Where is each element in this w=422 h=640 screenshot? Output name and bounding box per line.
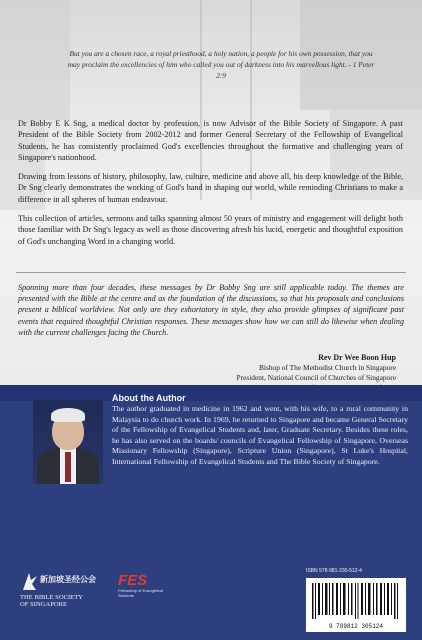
barcode-icon	[312, 583, 400, 619]
about-author-text: The author graduated in medicine in 1962 and went, with his wife, to a rural community in Malaysia to do church work. In 1969, he returned to Singapore and became General Secretary of the Fellowship of Evangelical Students and, later, Graduate Secretary. Besides these roles, he has also served on the boards/ councils of Evangelical Fellowship of Singapore, Overseas Missionary Fellowship (Singapore), Scripture Union (Singapore), St Luke's Hospital, International Fellowship of Evangelical Students and The Bible Society of Singapore.	[112, 404, 408, 466]
bible-society-chinese-name: 新加坡圣经公会	[40, 575, 96, 584]
dove-icon	[20, 570, 40, 594]
divider	[16, 272, 406, 273]
bible-society-name	[20, 594, 83, 609]
endorser-role: President, National Council of Churches of Singapore	[236, 373, 396, 382]
isbn-label: ISBN 978-981-230-512-4	[306, 568, 362, 574]
fes-logo	[118, 572, 178, 598]
description-paragraph: This collection of articles, sermons and talks spanning almost 50 years of ministry and engagement will delight both those familiar with Dr Sng's legacy as well as those discovering afresh his lucid, energetic and thoughtful exposition of God's unchanging Word in a changing world.	[18, 214, 403, 246]
fes-wordmark: FES	[118, 572, 148, 589]
endorsement-quote: Spanning more than four decades, these messages by Dr Bobby Sng are still applicable today. The themes are presented with the Bible at the centre and as the foundation of the discussions, so that his proposals and conclusions present a biblical worldview. Not only are they exhortatory in style, they also provide glimpses of significant past events that required thoughtful Christian responses. These messages show how we can still do likewise when dealing with the current challenges facing the Church.	[18, 283, 404, 337]
endorser-name: Rev Dr Wee Boon Hup	[318, 353, 396, 362]
description-paragraph: Drawing from lessons of history, philosophy, law, culture, medicine and above all, his deep knowledge of the Bible, Dr Sng clearly demonstrates the working of God's hand in shaping our world, while reminding Christians to make a difference in all spheres of human endeavour.	[18, 172, 403, 204]
endorser-role: Bishop of The Methodist Church in Singapore	[259, 363, 396, 372]
description-paragraph: Dr Bobby E K Sng, a medical doctor by profession, is now Advisor of the Bible Society of Singapore. A past President of the Bible Society from 2002-2012 and former General Secretary of the Fellowship of Evangelical Students, he has consistently proclaimed God's excellencies throughout the formative and challenging years of Singapore's nationhood.	[18, 119, 403, 162]
book-description	[18, 118, 403, 255]
bible-society-name-line: OF SINGAPORE	[20, 601, 68, 609]
isbn-barcode	[306, 578, 406, 632]
about-author-heading: About the Author	[112, 393, 186, 403]
bible-society-name-line: THE BIBLE SOCIETY	[20, 594, 84, 601]
barcode-digits: 9 789812 305124	[328, 623, 383, 630]
epigraph: But you are a chosen race, a royal priesthood, a holy nation, a people for his own possession, that you may proclaim the excellencies of him who called you out of darkness into his marvellous light. - 1 Peter 2:9	[67, 49, 375, 80]
bible-society-logo	[20, 570, 108, 608]
fes-full-name: Fellowship of Evangelical Students	[118, 588, 163, 598]
author-photo	[33, 400, 103, 484]
